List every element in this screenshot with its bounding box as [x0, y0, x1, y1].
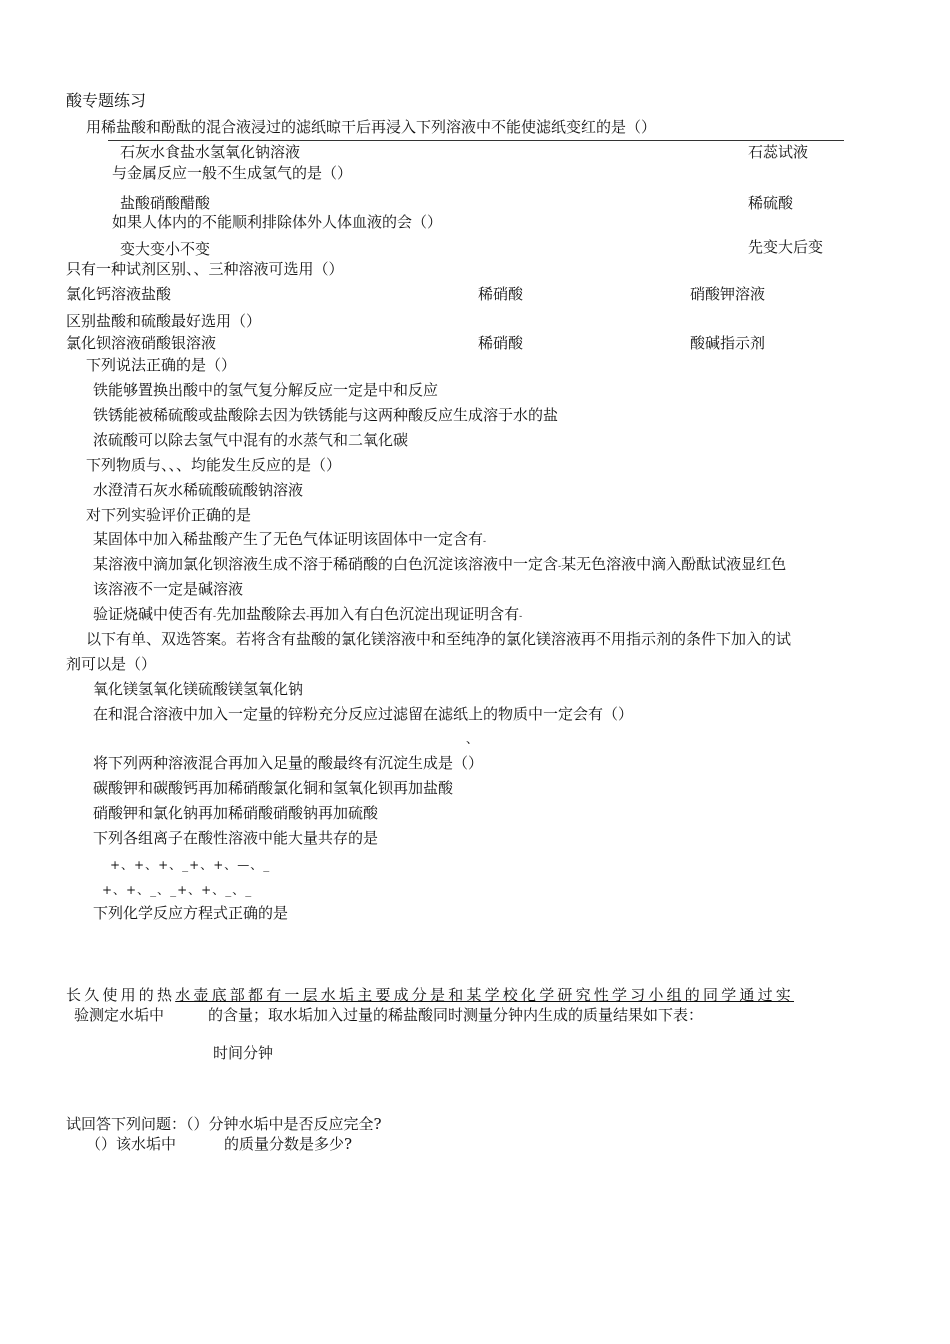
question-9-continued: 剂可以是（）	[66, 655, 157, 673]
question-2: 与金属反应一般不生成氢气的是（）	[112, 164, 353, 182]
question-13: 下列化学反应方程式正确的是	[93, 904, 289, 922]
question-4-option-b: 稀硝酸	[478, 285, 524, 303]
question-9-options: 氧化镁氢氧化镁硫酸镁氢氧化钠	[93, 680, 304, 698]
sub-question-2-text-a: （）该水垢中	[86, 1135, 177, 1153]
problem-paragraph-line-2	[74, 1006, 703, 1024]
problem-paragraph-text-2a: 验测定水垢中	[74, 1006, 165, 1024]
question-3-options-a: 变大变小不变	[120, 240, 211, 258]
sub-question-1: 试回答下列问题：（）分钟水垢中是否反应完全?	[66, 1115, 382, 1133]
question-11: 将下列两种溶液混合再加入足量的酸最终有沉淀生成是（）	[93, 754, 484, 772]
question-8-option-d-text-3: 再加入有白色沉淀出现证明含有	[309, 605, 520, 623]
question-12-option-a: +、+、+、_+、+、—、_	[110, 858, 271, 872]
question-6: 下列说法正确的是（）	[86, 356, 237, 374]
question-2-options-a: 盐酸硝酸醋酸	[120, 194, 211, 212]
question-6-option-a: 铁能够置换出酸中的氢气复分解反应一定是中和反应	[93, 381, 439, 399]
divider-line	[108, 140, 844, 141]
question-5-option-a: 氯化钡溶液硝酸银溶液	[66, 334, 217, 352]
question-4-option-a: 氯化钙溶液盐酸	[66, 285, 172, 303]
table-header-time: 时间分钟	[213, 1044, 274, 1062]
problem-paragraph-text-1b: 水壶底部都有一层水垢主要成分是和某学校化学研究性学习小组的同学通过实	[175, 986, 795, 1004]
question-7: 下列物质与、、、均能发生反应的是（）	[86, 456, 342, 474]
question-8-option-c: 该溶液不一定是碱溶液	[93, 580, 244, 598]
problem-paragraph-text-1a: 长久使用的热	[66, 986, 176, 1004]
question-8-option-d: 验证烧碱中使否有-先加盐酸除去-再加入有白色沉淀出现证明含有-	[93, 605, 523, 623]
question-12-option-b: +、+、_、_+、+、_、_	[102, 883, 253, 897]
question-8-option-d-text-1: 验证烧碱中使否有	[93, 605, 214, 623]
question-3: 如果人体内的不能顺利排除体外人体血液的会（）	[112, 213, 443, 231]
question-6-option-b: 铁锈能被稀硫酸或盐酸除去因为铁锈能与这两种酸反应生成溶于水的盐	[93, 406, 559, 424]
question-8: 对下列实验评价正确的是	[86, 506, 252, 524]
question-1-options-b: 石蕊试液	[748, 143, 809, 161]
question-5: 区别盐酸和硫酸最好选用（）	[66, 312, 262, 330]
question-8-option-a: 某固体中加入稀盐酸产生了无色气体证明该固体中一定含有-	[93, 530, 487, 548]
question-8-option-a-text: 某固体中加入稀盐酸产生了无色气体证明该固体中一定含有	[93, 530, 484, 548]
question-8-option-b-text-2: 某无色溶液中滴入酚酞试液显红色	[561, 555, 787, 573]
page-title: 酸专题练习	[66, 91, 147, 110]
question-12: 下列各组离子在酸性溶液中能大量共存的是	[93, 829, 379, 847]
question-5-option-b: 稀硝酸	[478, 334, 524, 352]
question-1: 用稀盐酸和酚酞的混合液浸过的滤纸晾干后再浸入下列溶液中不能使滤纸变红的是（）	[86, 118, 657, 136]
question-7-options: 水澄清石灰水稀硫酸硫酸钠溶液	[93, 481, 304, 499]
question-8-option-d-text-2: 先加盐酸除去	[216, 605, 307, 623]
problem-paragraph-text-2b: 的含量；取水垢加入过量的稀盐酸同时测量分钟内生成的质量结果如下表：	[208, 1006, 704, 1024]
question-4-option-c: 硝酸钾溶液	[690, 285, 766, 303]
sub-question-2-text-b: 的质量分数是多少?	[224, 1135, 353, 1153]
problem-paragraph-line-1	[66, 986, 794, 1004]
question-8-option-b-text: 某溶液中滴加氯化钡溶液生成不溶于稀硝酸的白色沉淀该溶液中一定含	[93, 555, 559, 573]
question-6-option-c: 浓硫酸可以除去氢气中混有的水蒸气和二氧化碳	[93, 431, 409, 449]
question-2-options-b: 稀硫酸	[748, 194, 794, 212]
question-10-mark: 、	[466, 732, 479, 746]
question-9: 以下有单、双选答案。若将含有盐酸的氯化镁溶液中和至纯净的氯化镁溶液再不用指示剂的条件下加入的试	[86, 630, 792, 648]
question-11-option-a: 碳酸钾和碳酸钙再加稀硝酸氯化铜和氢氧化钡再加盐酸	[93, 779, 454, 797]
question-4: 只有一种试剂区别、、三种溶液可选用（）	[66, 260, 344, 278]
question-3-options-b: 先变大后变	[748, 238, 824, 256]
question-1-options-a: 石灰水食盐水氢氧化钠溶液	[120, 143, 301, 161]
question-8-option-b: 某溶液中滴加氯化钡溶液生成不溶于稀硝酸的白色沉淀该溶液中一定含-某无色溶液中滴入酚酞试液显红色	[93, 555, 787, 573]
sub-question-2	[86, 1135, 352, 1153]
question-11-option-b: 硝酸钾和氯化钠再加稀硝酸硝酸钠再加硫酸	[93, 804, 379, 822]
question-5-option-c: 酸碱指示剂	[690, 334, 766, 352]
question-10: 在和混合溶液中加入一定量的锌粉充分反应过滤留在滤纸上的物质中一定会有（）	[93, 705, 634, 723]
